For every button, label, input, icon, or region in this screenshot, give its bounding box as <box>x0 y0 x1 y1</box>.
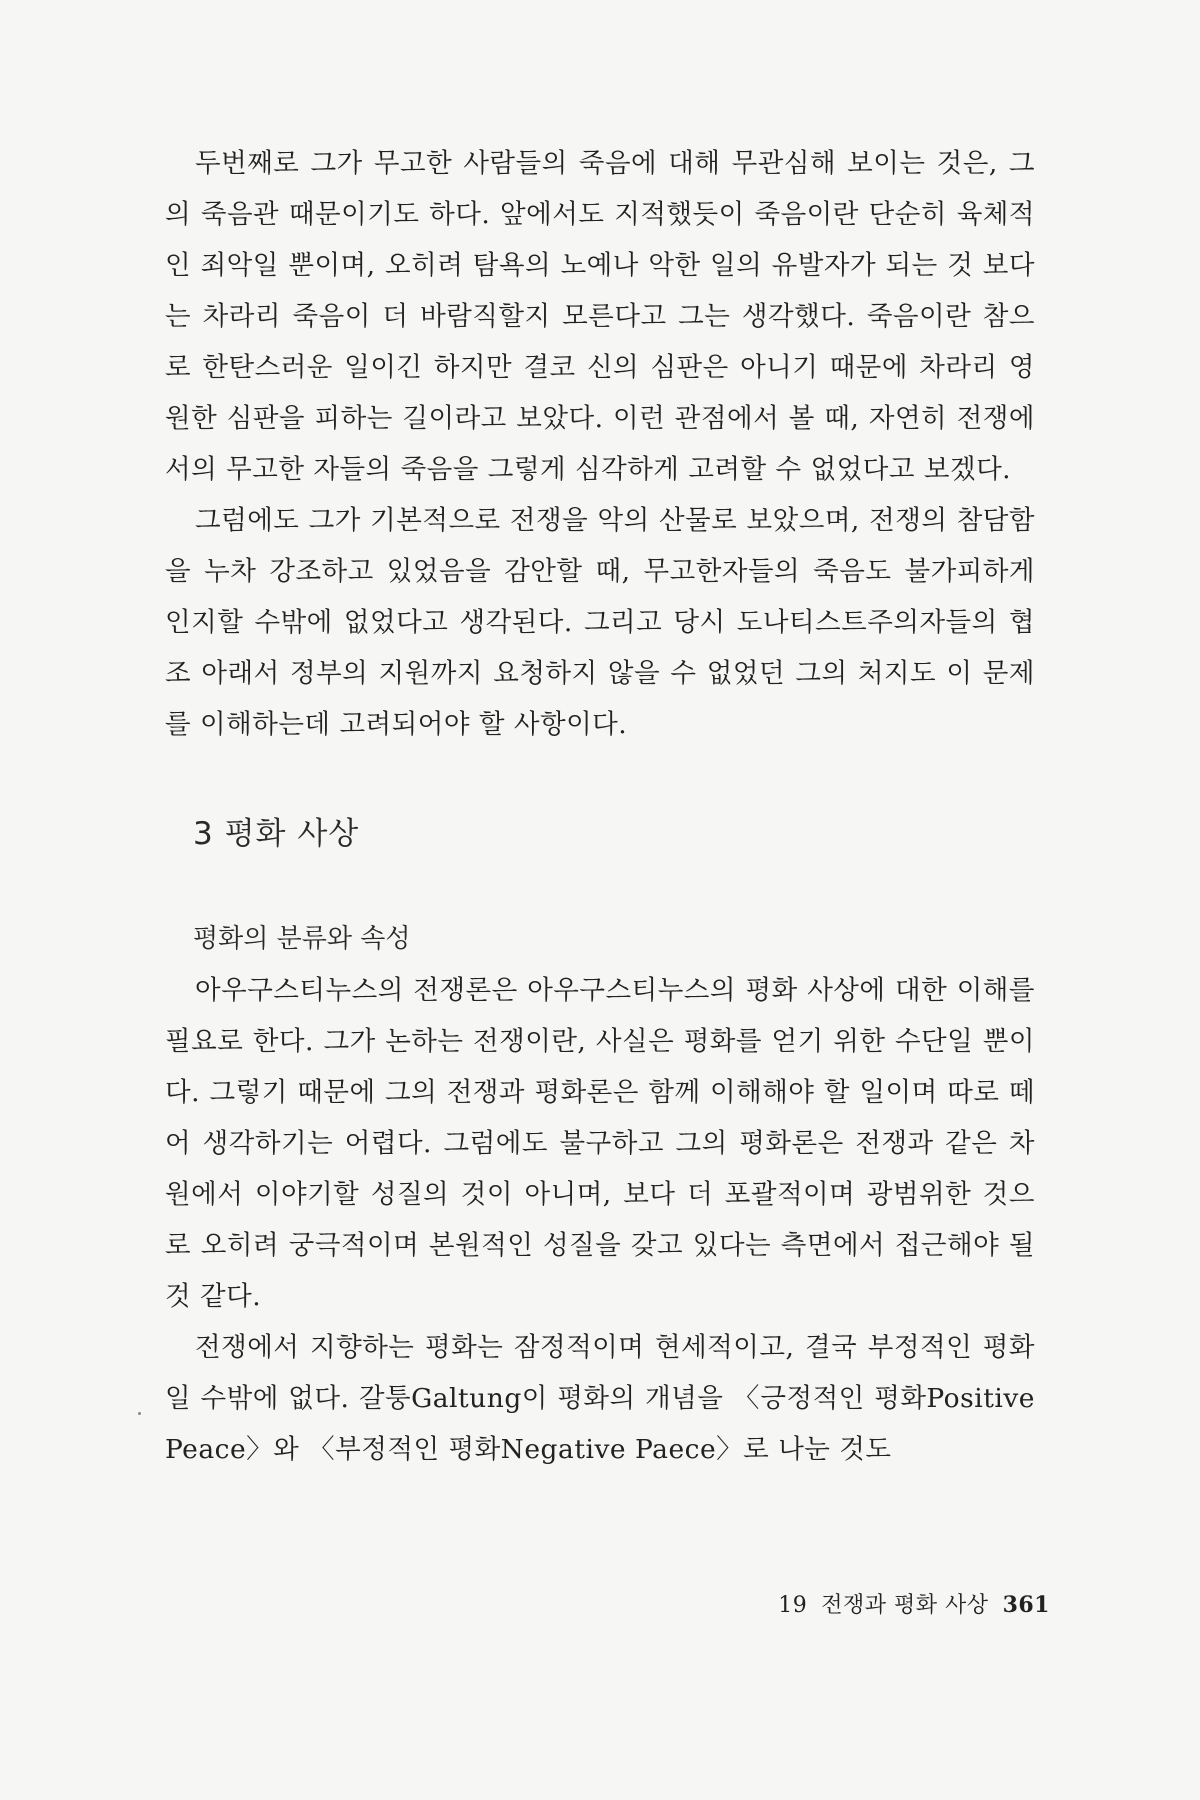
body-paragraph: 전쟁에서 지향하는 평화는 잠정적이며 현세적이고, 결국 부정적인 평화일 수밖에 없다. 갈퉁Galtung이 평화의 개념을 〈긍정적인 평화Positive Peace〉와 〈부정적인 평화Negative Paece〉로 나눈 것도 <box>165 1332 1035 1465</box>
running-footer <box>710 1588 1050 1619</box>
sub-heading: 평화의 분류와 속성 <box>193 924 411 954</box>
body-paragraph: 아우구스티누스의 전쟁론은 아우구스티누스의 평화 사상에 대한 이해를 필요로 한다. 그가 논하는 전쟁이란, 사실은 평화를 얻기 위한 수단일 뿐이다. 그렇기 때문에 그의 전쟁과 평화론은 함께 이해해야 할 일이며 따로 떼어 생각하기는 어렵다. 그럼에도 불구하고 그의 평화론은 전쟁과 같은 차원에서 이야기할 성질의 것이 아니며, 보다 더 포괄적이며 광범위한 것으로 오히려 궁극적이며 본원적인 성질을 갖고 있다는 측면에서 접근해야 될 것 같다. <box>165 975 1035 1312</box>
footer-chapter-title: 전쟁과 평화 사상 <box>821 1593 989 1618</box>
body-paragraph: 두번째로 그가 무고한 사람들의 죽음에 대해 무관심해 보이는 것은, 그의 죽음관 때문이기도 하다. 앞에서도 지적했듯이 죽음이란 단순히 육체적인 죄악일 뿐이며, 오히려 탐욕의 노예나 악한 일의 유발자가 되는 것 보다는 차라리 죽음이 더 바람직할지 모른다고 그는 생각했다. 죽음이란 참으로 한탄스러운 일이긴 하지만 결코 신의 심판은 아니기 때문에 차라리 영원한 심판을 피하는 길이라고 보았다. 이런 관점에서 볼 때, 자연히 전쟁에서의 무고한 자들의 죽음을 그렇게 심각하게 고려할 수 없었다고 보겠다. <box>165 148 1035 485</box>
section-heading: 3 평화 사상 <box>193 816 360 852</box>
page-body <box>165 138 1035 1475</box>
scan-speck <box>138 1412 141 1415</box>
page-number: 361 <box>1002 1592 1050 1618</box>
footer-chapter-number: 19 <box>778 1593 808 1618</box>
body-paragraph: 그럼에도 그가 기본적으로 전쟁을 악의 산물로 보았으며, 전쟁의 참담함을 누차 강조하고 있었음을 감안할 때, 무고한자들의 죽음도 불가피하게 인지할 수밖에 없었다고 생각된다. 그리고 당시 도나티스트주의자들의 협조 아래서 정부의 지원까지 요청하지 않을 수 없었던 그의 처지도 이 문제를 이해하는데 고려되어야 할 사항이다. <box>165 505 1035 740</box>
